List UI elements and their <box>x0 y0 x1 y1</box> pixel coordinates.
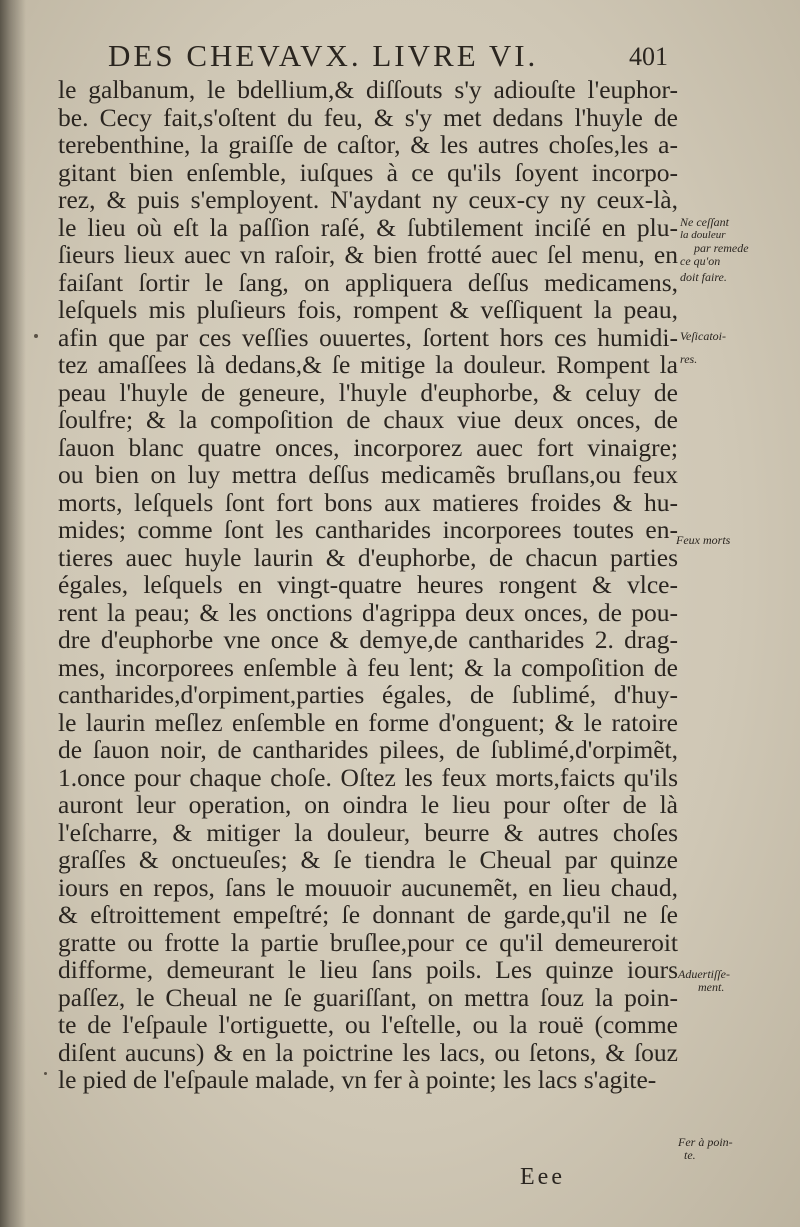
text-line: peau l'huyle de geneure, l'huyle d'euphorbe, & celuy de <box>58 377 678 407</box>
text-line: be. Cecy fait,s'oſtent du feu, & s'y met dedans l'huyle de <box>58 102 678 132</box>
text-line: auront leur operation, on oindra le lieu pour oſter de là <box>58 790 678 819</box>
body-text <box>58 76 678 1094</box>
text-line: gitant bien enſemble, iuſques à ce qu'ils ſoyent incorpo- <box>58 157 678 187</box>
text-line: afin que par ces veſſies ouuertes, ſortent hors ces humidi- <box>58 322 678 352</box>
text-line: rez, & puis s'employent. N'aydant ny ceux-cy ny ceux-là, <box>58 185 678 214</box>
text-line: te de l'eſpaule l'ortiguette, ou l'eſtelle, ou la rouë (comme <box>58 1010 678 1039</box>
margin-note-line: Feux morts <box>676 533 731 547</box>
text-line: terebenthine, la graiſſe de caſtor, & les autres choſes,les a- <box>58 130 678 159</box>
text-line: cantharides,d'orpiment,parties égales, de ſublimé, d'huy- <box>58 680 678 709</box>
text-line: paſſez, le Cheual ne ſe guariſſant, on mettra ſouz la poin- <box>58 982 678 1012</box>
ink-mark <box>44 1072 47 1075</box>
margin-note-line: ce qu'on <box>680 254 721 268</box>
text-line: tez amaſſees là dedans,& ſe mitige la douleur. Rompent la <box>58 350 678 379</box>
text-line: 1.once pour chaque choſe. Oſtez les feux morts,faicts qu'ils <box>58 762 678 792</box>
margin-note <box>678 1136 733 1162</box>
margin-note-line: Fer à poin- <box>678 1135 733 1149</box>
text-line: dre d'euphorbe vne once & demye,de cantharides 2. drag- <box>58 625 678 654</box>
text-line: & eſtroittement empeſtré; ſe donnant de garde,qu'il ne ſe <box>58 900 678 929</box>
page-number: 401 <box>629 42 668 71</box>
margin-note-line: Ne ceſſant <box>680 215 729 229</box>
text-line: iours en repos, ſans le mouuoir aucunemẽt, en lieu chaud, <box>58 872 678 902</box>
text-line: mes, incorporees enſemble à feu lent; & la compoſition de <box>58 652 678 682</box>
text-line: diſent aucuns) & en la poictrine les lacs, ou ſetons, & ſouz <box>58 1037 678 1067</box>
signature-mark: Eee <box>520 1164 565 1190</box>
margin-note-line: res. <box>680 352 698 366</box>
running-head-title: DES CHEVAVX. LIVRE VI. <box>108 38 539 73</box>
text-line: mides; comme ſont les cantharides incorporees toutes en- <box>58 515 678 544</box>
margin-note-line: la douleur <box>680 229 726 241</box>
text-line: le lieu où eſt la paſſion raſé, & ſubtilement inciſé en plu- <box>58 212 678 242</box>
text-line: gratte ou frotte la partie bruſlee,pour ce qu'il demeureroit <box>58 927 678 957</box>
text-line: morts, leſquels ſont fort bons aux matieres froides & hu- <box>58 487 678 517</box>
text-line: ou bien on luy mettra deſſus medicamẽs bruſlans,ou feux <box>58 460 678 489</box>
text-line: rent la peau; & les onctions d'agrippa deux onces, de pou- <box>58 597 678 627</box>
text-line: difforme, demeurant le lieu ſans poils. Les quinze iours <box>58 955 678 984</box>
text-line: égales, leſquels en vingt-quatre heures rongent & vlce- <box>58 570 678 599</box>
text-line: ſauon blanc quatre onces, incorporez auec fort vinaigre; <box>58 432 678 462</box>
margin-note <box>676 534 730 547</box>
margin-note <box>678 968 730 994</box>
text-line: l'eſcharre, & mitiger la douleur, beurre & autres choſes <box>58 817 678 847</box>
margin-note-line: ment. <box>698 980 725 994</box>
margin-note <box>680 330 726 366</box>
text-line: le laurin meſlez enſemble en forme d'onguent; & le ratoire <box>58 707 678 737</box>
text-line: graſſes & onctueuſes; & ſe tiendra le Cheual par quinze <box>58 845 678 874</box>
text-line: le galbanum, le bdellium,& diſſouts s'y adiouſte l'euphor- <box>58 75 678 104</box>
text-line: leſquels mis pluſieurs fois, rompent & veſſiquent la peau, <box>58 295 678 324</box>
margin-note-line: par remede <box>694 241 749 255</box>
margin-note-line: Veſicatoi- <box>680 329 726 343</box>
margin-note-line: doit faire. <box>680 270 727 284</box>
text-line: ſieurs lieux auec vn raſoir, & bien frotté auec ſel menu, en <box>58 240 678 269</box>
margin-note-line: te. <box>684 1148 696 1162</box>
text-line: tieres auec huyle laurin & d'euphorbe, de chacun parties <box>58 542 678 572</box>
text-line: ſoulfre; & la compoſition de chaux viue deux onces, de <box>58 405 678 434</box>
text-line: le pied de l'eſpaule malade, vn fer à pointe; les lacs s'agite- <box>58 1065 657 1094</box>
running-head <box>108 38 668 78</box>
binding-gutter-shadow <box>0 0 26 1227</box>
margin-note <box>680 216 749 284</box>
margin-note-line: Aduertiſſe- <box>678 967 730 981</box>
text-line: faiſant ſortir le ſang, on appliquera deſſus medicamens, <box>58 267 678 297</box>
ink-mark <box>34 334 38 338</box>
text-line: de ſauon noir, de cantharides pilees, de ſublimé,d'orpimẽt, <box>58 735 678 764</box>
